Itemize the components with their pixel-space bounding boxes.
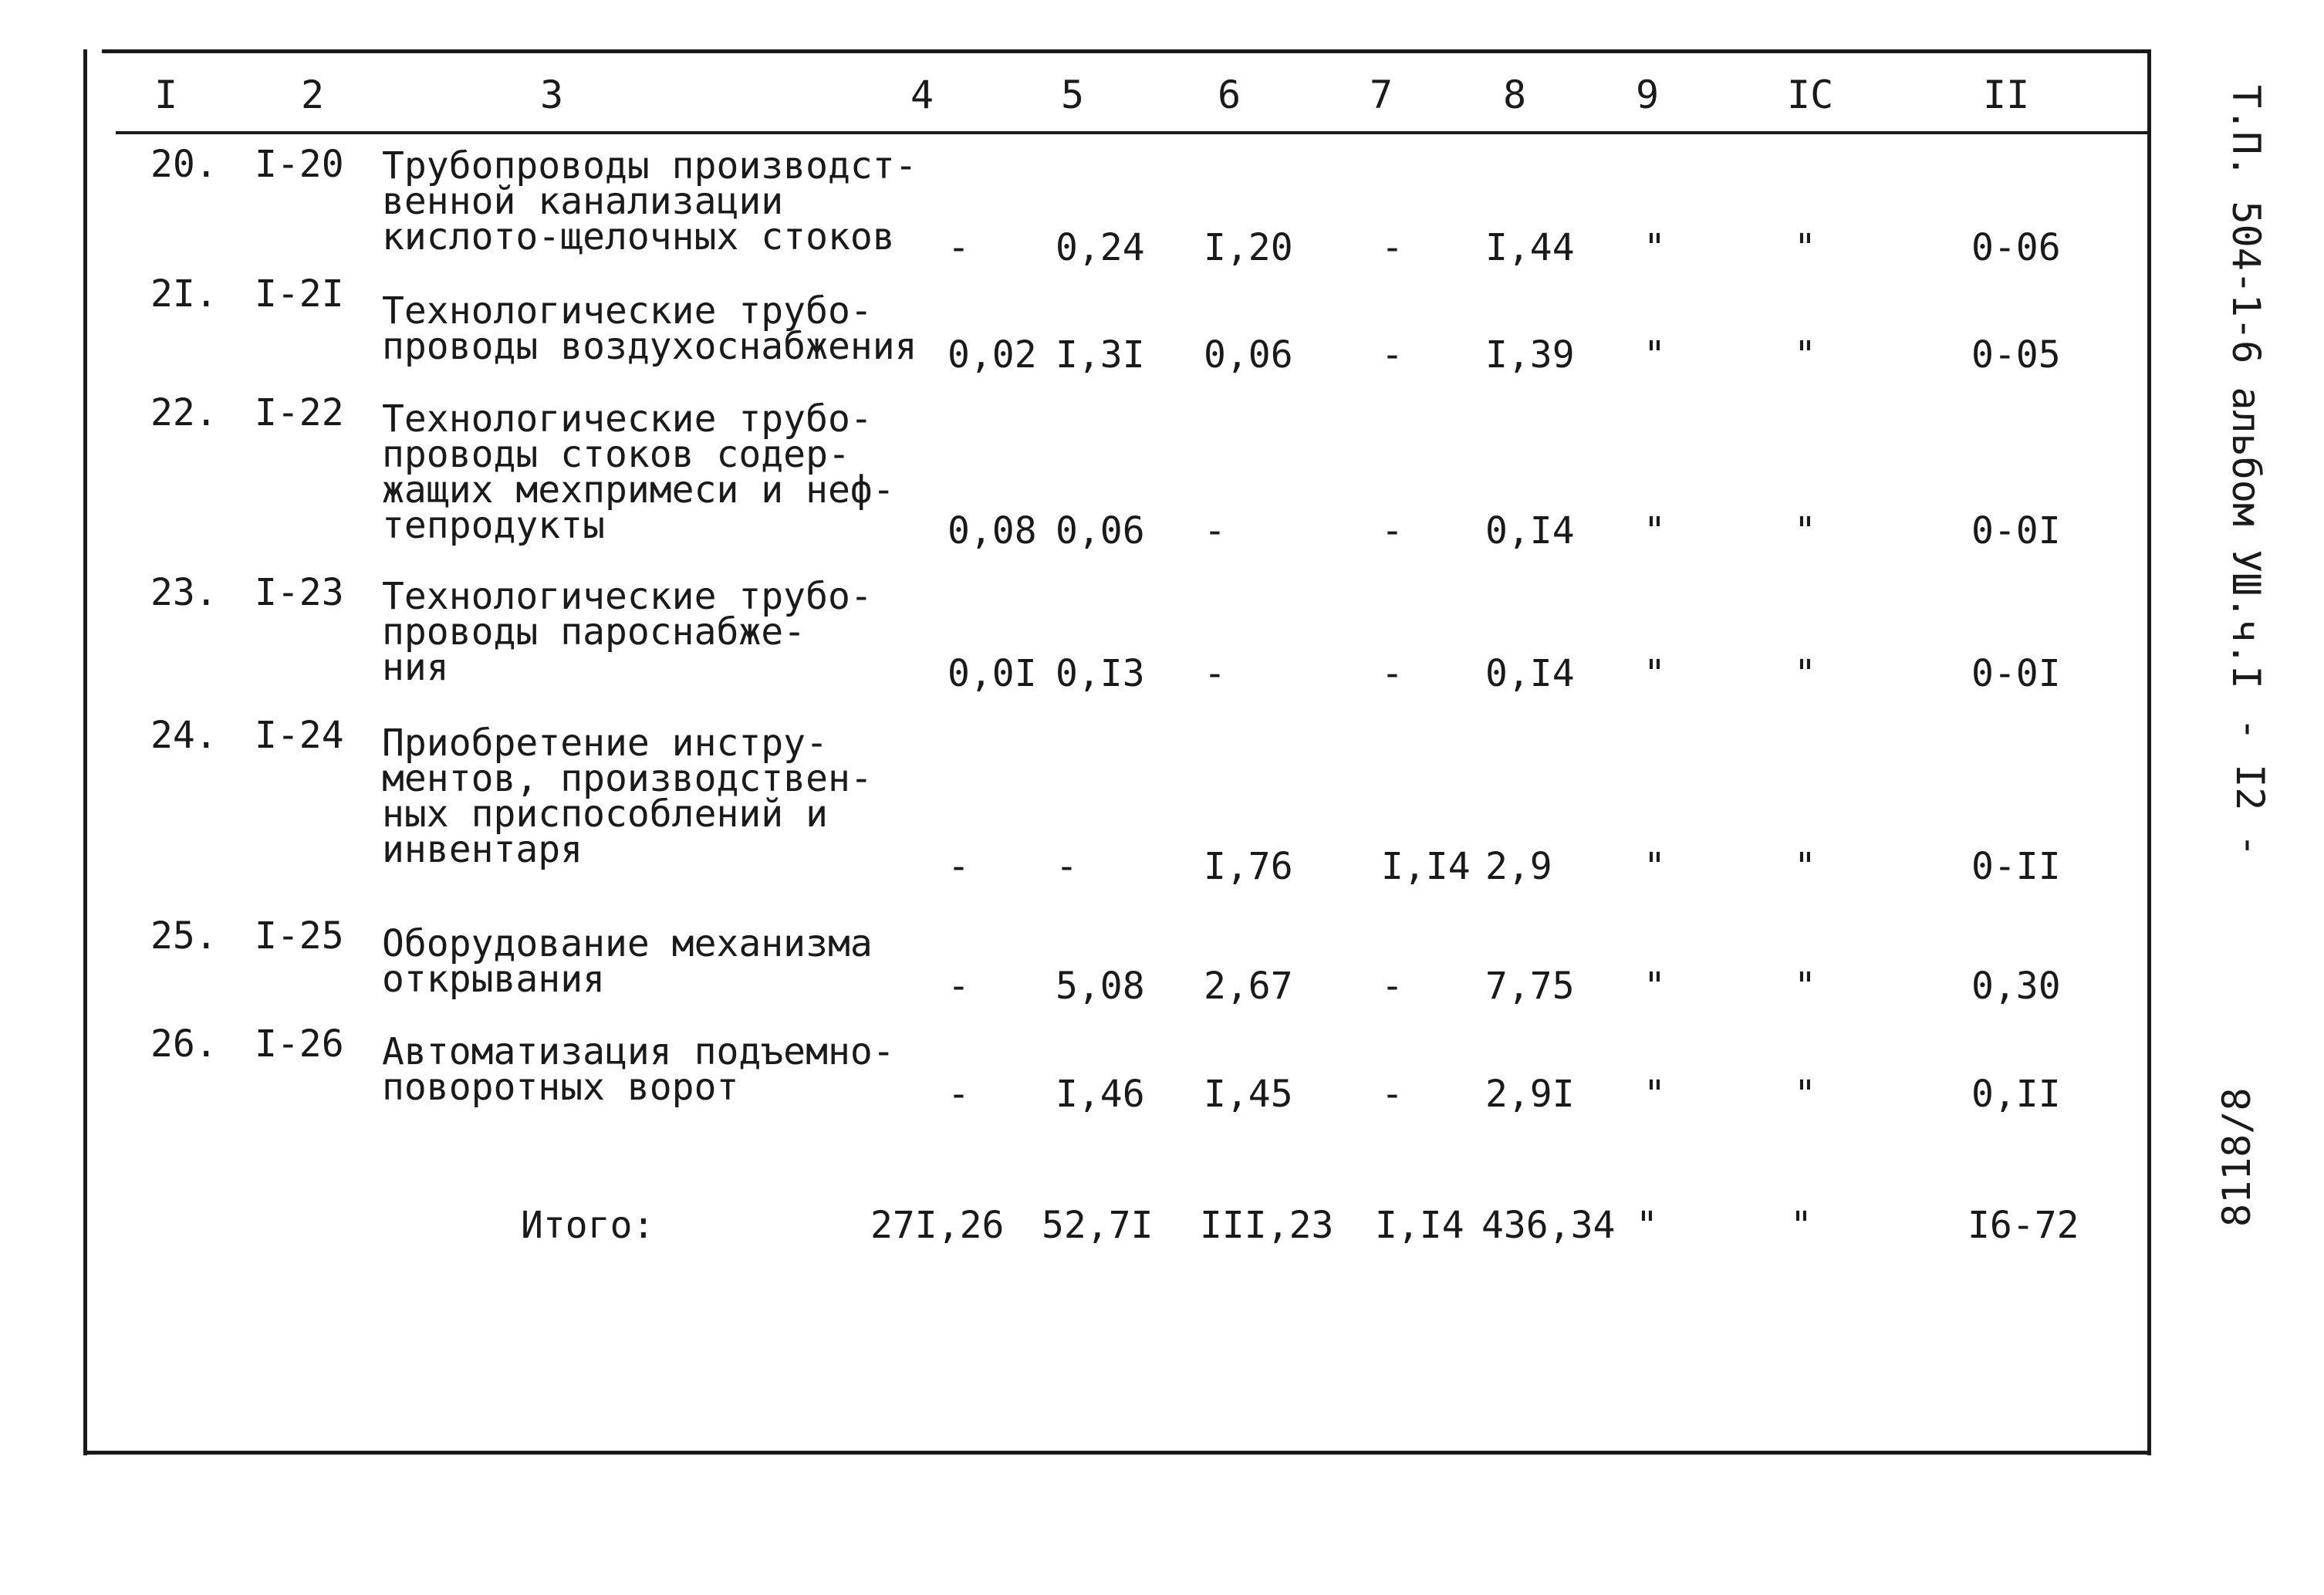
row-value-c11: 0-II	[1971, 845, 2061, 888]
row-value-c8: I,39	[1485, 333, 1575, 377]
row-value-c5: 0,I3	[1056, 652, 1145, 695]
row-value-c5: 0,06	[1056, 509, 1145, 553]
row-value-c6: I,20	[1204, 226, 1293, 269]
row-value-c10: "	[1794, 965, 1816, 1008]
total-value-c6: III,23	[1200, 1204, 1334, 1247]
total-value-c5: 52,7I	[1042, 1204, 1154, 1247]
row-value-c4: -	[948, 1073, 970, 1116]
row-value-c6: 2,67	[1204, 965, 1293, 1008]
row-value-c7: -	[1381, 509, 1404, 553]
row-value-c11: 0-05	[1971, 333, 2061, 377]
column-header-8: 8	[1503, 73, 1527, 117]
row-value-c11: 0-0I	[1971, 652, 2061, 695]
row-value-c6: -	[1204, 509, 1226, 553]
table-frame-left	[83, 49, 87, 1455]
row-value-c5: I,3I	[1056, 333, 1145, 377]
row-value-c10: "	[1794, 845, 1816, 888]
row-code: I-25	[255, 914, 344, 958]
column-header-9: 9	[1636, 73, 1660, 117]
column-header-5: 5	[1061, 73, 1085, 117]
row-value-c7: -	[1381, 965, 1404, 1008]
total-value-c7: I,I4	[1375, 1204, 1464, 1247]
row-value-c5: -	[1056, 845, 1078, 888]
total-value-c4: 27I,26	[870, 1204, 1005, 1247]
row-number: 24.	[150, 714, 218, 757]
row-value-c4: 0,02	[948, 333, 1037, 377]
total-value-c10: "	[1790, 1204, 1812, 1247]
row-value-c8: 2,9I	[1485, 1073, 1575, 1116]
row-number: 26.	[150, 1022, 218, 1066]
header-rule	[116, 131, 2148, 134]
row-description: Оборудование механизма открывания	[382, 922, 873, 1001]
row-code: I-22	[255, 391, 344, 434]
row-value-c10: "	[1794, 652, 1816, 695]
column-header-3: 3	[540, 73, 564, 117]
row-value-c9: "	[1643, 509, 1666, 553]
row-description: Приобретение инстру- ментов, производствен- ных приспособлений и инвентаря	[382, 721, 873, 871]
row-value-c8: 7,75	[1485, 965, 1575, 1008]
row-value-c10: "	[1794, 226, 1816, 269]
row-value-c6: 0,06	[1204, 333, 1293, 377]
row-value-c9: "	[1643, 652, 1666, 695]
row-number: 25.	[150, 914, 218, 958]
row-value-c6: I,45	[1204, 1073, 1293, 1116]
row-value-c4: 0,0I	[948, 652, 1037, 695]
row-code: I-20	[255, 143, 344, 186]
row-value-c7: -	[1381, 652, 1404, 695]
row-number: 20.	[150, 143, 218, 186]
column-header-1: I	[154, 73, 178, 117]
row-value-c9: "	[1643, 333, 1666, 377]
row-value-c9: "	[1643, 226, 1666, 269]
margin-document-number: 8118/8	[2214, 1087, 2259, 1227]
column-header-11: II	[1983, 73, 2030, 117]
row-value-c8: I,44	[1485, 226, 1575, 269]
row-value-c6: -	[1204, 652, 1226, 695]
row-number: 22.	[150, 391, 218, 434]
table-frame-top	[102, 49, 2151, 53]
total-label: Итого:	[521, 1204, 655, 1247]
row-description: Трубопроводы производст- венной канализации кислото-щелочных стоков	[382, 144, 917, 259]
row-value-c4: -	[948, 226, 970, 269]
column-header-2: 2	[301, 73, 325, 117]
row-value-c9: "	[1643, 965, 1666, 1008]
row-value-c8: 2,9	[1485, 845, 1552, 888]
column-header-7: 7	[1370, 73, 1393, 117]
table-frame-bottom	[83, 1451, 2151, 1455]
row-value-c10: "	[1794, 333, 1816, 377]
row-value-c7: -	[1381, 333, 1404, 377]
row-value-c7: -	[1381, 1073, 1404, 1116]
row-description: Автоматизация подъемно- поворотных ворот	[382, 1030, 895, 1109]
row-value-c7: -	[1381, 226, 1404, 269]
row-value-c5: 0,24	[1056, 226, 1145, 269]
row-code: I-2I	[255, 272, 344, 316]
column-header-6: 6	[1218, 73, 1241, 117]
column-header-4: 4	[910, 73, 934, 117]
row-value-c8: 0,I4	[1485, 509, 1575, 553]
row-value-c9: "	[1643, 845, 1666, 888]
row-value-c8: 0,I4	[1485, 652, 1575, 695]
row-value-c11: 0-06	[1971, 226, 2061, 269]
row-code: I-24	[255, 714, 344, 757]
row-description: Технологические трубо- проводы воздухоснабжения	[382, 289, 917, 368]
row-description: Технологические трубо- проводы пароснабже- ния	[382, 575, 873, 689]
row-number: 2I.	[150, 272, 218, 316]
total-value-c9: "	[1636, 1204, 1658, 1247]
row-value-c4: -	[948, 965, 970, 1008]
row-value-c4: -	[948, 845, 970, 888]
row-value-c11: 0,30	[1971, 965, 2061, 1008]
row-value-c4: 0,08	[948, 509, 1037, 553]
row-value-c11: 0,II	[1971, 1073, 2061, 1116]
row-value-c7: I,I4	[1381, 845, 1471, 888]
row-value-c9: "	[1643, 1073, 1666, 1116]
row-number: 23.	[150, 571, 218, 614]
row-value-c10: "	[1794, 1073, 1816, 1116]
margin-title: Т.П. 504-1-6 альбом УШ.ч.I	[2224, 85, 2268, 689]
row-value-c5: I,46	[1056, 1073, 1145, 1116]
row-value-c11: 0-0I	[1971, 509, 2061, 553]
margin-page-number: - I2 -	[2228, 718, 2272, 857]
row-description: Технологические трубо- проводы стоков содер- жащих мехпримеси и неф- тепродукты	[382, 397, 895, 547]
row-value-c5: 5,08	[1056, 965, 1145, 1008]
row-code: I-23	[255, 571, 344, 614]
row-value-c6: I,76	[1204, 845, 1293, 888]
total-value-c8: 436,34	[1481, 1204, 1616, 1247]
column-header-10: IC	[1787, 73, 1834, 117]
total-value-c11: I6-72	[1968, 1204, 2079, 1247]
row-value-c10: "	[1794, 509, 1816, 553]
row-code: I-26	[255, 1022, 344, 1066]
table-frame-right	[2147, 49, 2151, 1455]
